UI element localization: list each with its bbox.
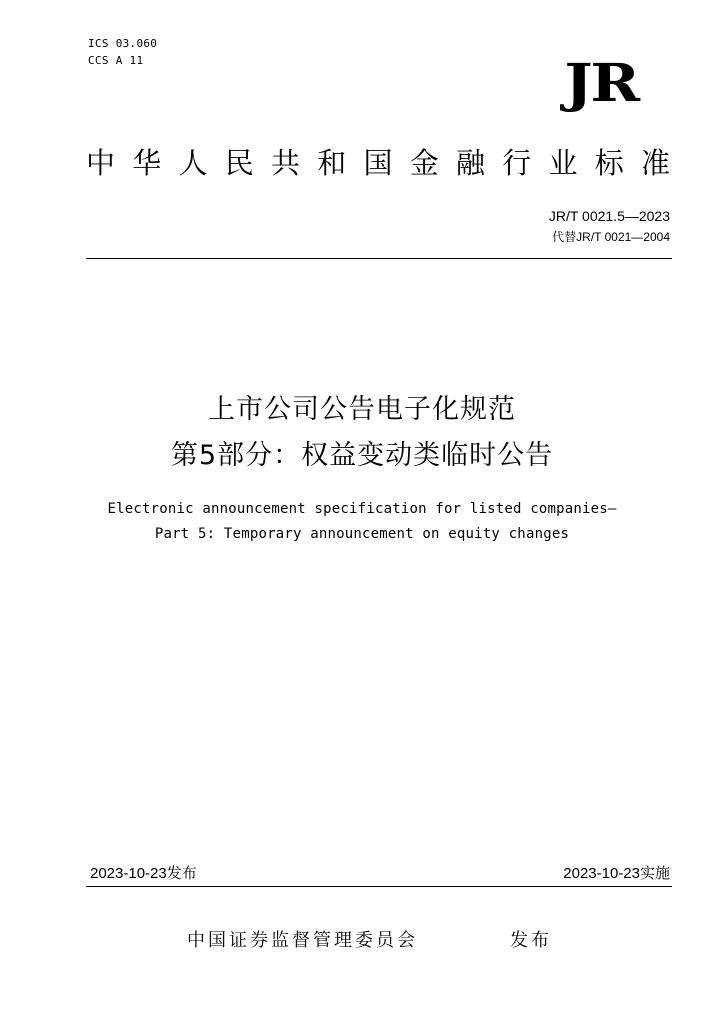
header-divider: [86, 258, 672, 259]
jr-logo: JR: [564, 53, 638, 114]
document-title: 上市公司公告电子化规范: [208, 394, 516, 425]
english-title-line-2: Part 5: Temporary announcement on equity changes: [154, 526, 570, 542]
standard-number: JR/T 0021.5—2023: [548, 208, 670, 224]
industry-standard-title: 中华人民共和国金融行业标准: [86, 146, 672, 180]
effective-date: 2023-10-23实施: [563, 865, 670, 882]
english-title-line-1: Electronic announcement specification for listed companies—: [107, 501, 617, 517]
issue-label: 发布: [510, 930, 552, 951]
footer-divider: [86, 886, 672, 887]
issue-date: 2023-10-23发布: [90, 865, 197, 882]
document-part-title: 第5部分：权益变动类临时公告: [170, 440, 554, 471]
replaced-standard: 代替JR/T 0021—2004: [552, 230, 670, 244]
issuing-authority: 中国证券监督管理委员会: [187, 930, 418, 951]
ccs-code: CCS A 11: [88, 54, 144, 67]
ics-code: ICS 03.060: [88, 37, 158, 50]
